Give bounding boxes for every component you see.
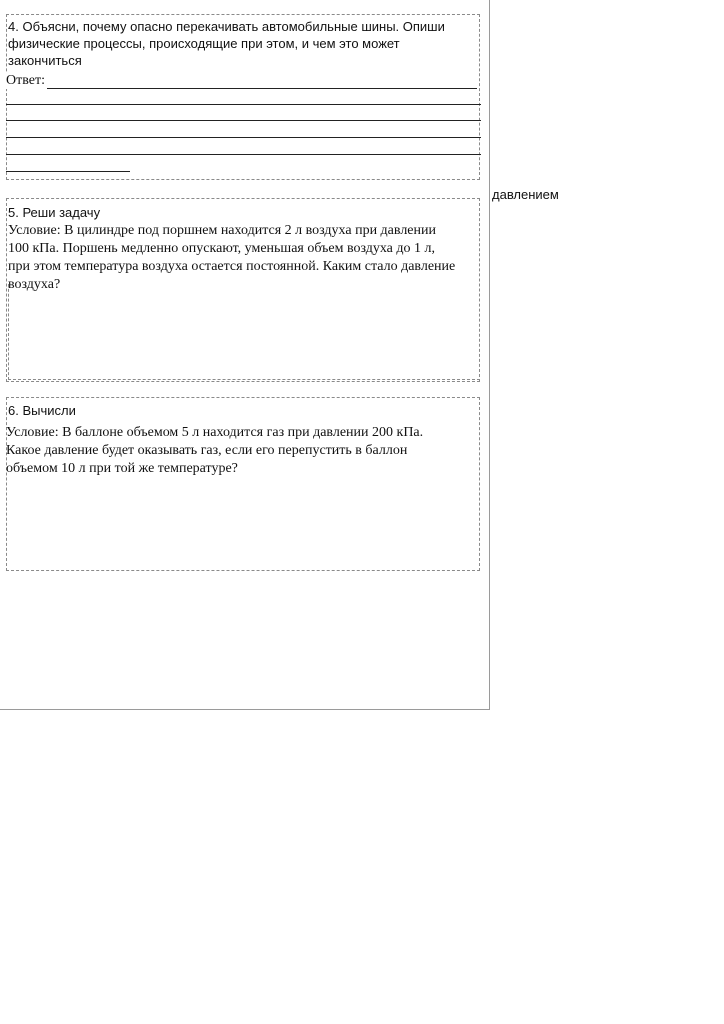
q4-answer-line-1[interactable] <box>47 88 477 89</box>
q4-answer-line-6[interactable] <box>6 171 130 172</box>
q4-answer-line-2[interactable] <box>6 104 481 105</box>
q5-condition-line-1: Условие: В цилиндре под поршнем находится 2 л воздуха при давлении <box>8 223 436 238</box>
q5-condition-line-4: воздуха? <box>8 277 61 292</box>
q6-condition-line-2: Какое давление будет оказывать газ, если его перепустить в баллон <box>6 443 408 458</box>
q4-question-line-1: 4. Объясни, почему опасно перекачивать автомобильные шины. Опиши <box>8 19 445 34</box>
q4-question-line-2: физические процессы, происходящие при этом, и чем это может <box>8 36 400 51</box>
q4-answer-line-3[interactable] <box>6 120 481 121</box>
q5-condition-line-2: 100 кПа. Поршень медленно опускают, уменьшая объем воздуха до 1 л, <box>8 241 435 256</box>
q6-heading: 6. Вычисли <box>8 403 76 418</box>
q5-condition-line-3: при этом температура воздуха остается постоянной. Каким стало давление <box>8 259 456 274</box>
q4-answer-line-4[interactable] <box>6 137 481 138</box>
q5-answer-area[interactable] <box>8 284 480 380</box>
q6-condition-line-1: Условие: В баллоне объемом 5 л находится газ при давлении 200 кПа. <box>6 425 424 440</box>
q6-condition-line-3: объемом 10 л при той же температуре? <box>6 461 238 476</box>
q5-condition-line-4-clip <box>8 276 208 292</box>
q4-top-border <box>6 14 480 15</box>
q4-answer-label: Ответ: <box>6 73 45 88</box>
q5-heading: 5. Реши задачу <box>8 205 101 220</box>
q6-answer-area[interactable] <box>10 480 478 568</box>
side-note: давлением <box>492 187 559 202</box>
q4-answer-line-5[interactable] <box>6 154 481 155</box>
q4-question-line-3: закончиться <box>8 53 82 68</box>
